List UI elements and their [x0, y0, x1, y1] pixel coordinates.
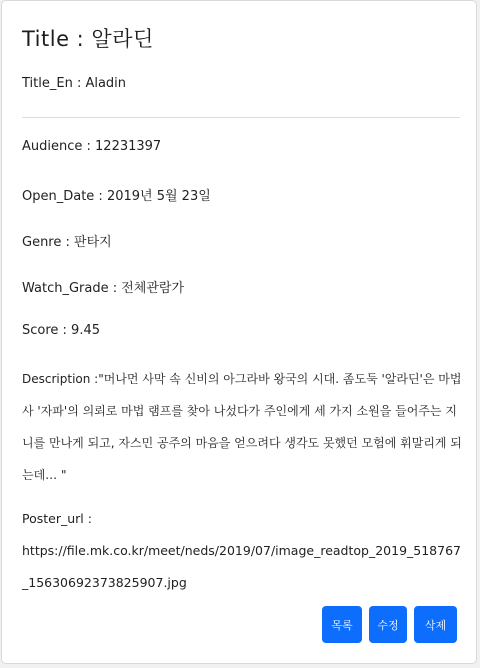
- page-title: Title : 알라딘: [22, 27, 154, 51]
- delete-button[interactable]: 삭제: [414, 606, 457, 643]
- title-en-field: Title_En : Aladin: [22, 76, 127, 91]
- poster-url-value: https://file.mk.co.kr/meet/neds/2019/07/image_readtop_2019_518767_15630692373825907.jpg: [22, 543, 461, 590]
- action-buttons: [322, 606, 457, 643]
- score-field: Score : 9.45: [22, 323, 100, 338]
- open-date-field: Open_Date : 2019년 5월 23일: [22, 189, 211, 204]
- divider: [22, 117, 460, 118]
- list-button[interactable]: 목록: [322, 606, 362, 643]
- genre-field: Genre : 판타지: [22, 235, 112, 250]
- audience-field: Audience : 12231397: [22, 139, 162, 154]
- edit-button[interactable]: 수정: [369, 606, 407, 643]
- watch-grade-field: Watch_Grade : 전체관람가: [22, 281, 185, 296]
- poster-url-field: [22, 503, 462, 599]
- description-field: Description :"머나먼 사막 속 신비의 아그라바 왕국의 시대. 좀도둑 '알라딘'은 마법사 '자파'의 의뢰로 마법 램프를 찾아 나섰다가 주인에게 세 가지 소원을 들어주는 지니를 만나게 되고, 자스민 공주의 마음을 얻으려다 생각도 못했던 모험에 휘말리게 되는데… ": [22, 372, 462, 482]
- movie-detail-card: [1, 0, 477, 664]
- poster-url-label: Poster_url :: [22, 511, 92, 526]
